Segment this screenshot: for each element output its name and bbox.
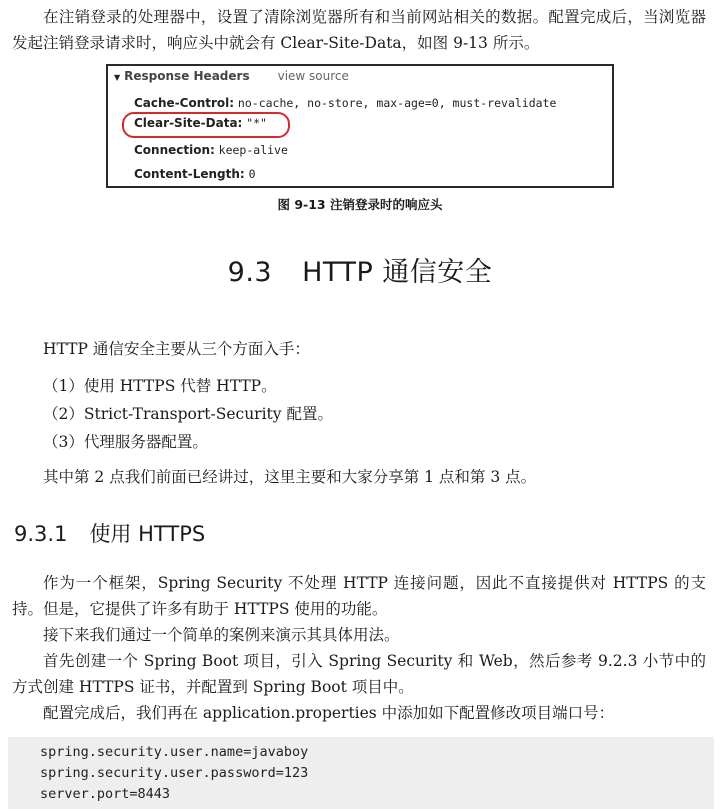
code-line: spring.security.user.password=123 (40, 765, 309, 781)
header-row-cache-control: Cache-Control: no-cache, no-store, max-age=0, must-revalidate (134, 96, 557, 110)
summary-paragraph: 其中第 2 点我们前面已经讲过，这里主要和大家分享第 1 点和第 3 点。 (43, 468, 537, 486)
body-paragraph: 配置完成后，我们再在 application.properties 中添加如下配置修改项目端口号： (43, 704, 615, 722)
list-item: （1）使用 HTTPS 代替 HTTP。 (43, 377, 277, 395)
body-paragraph: 接下来我们通过一个简单的案例来演示其具体用法。 (43, 626, 400, 644)
view-source-link: view source (277, 69, 349, 83)
subsection-body (0, 570, 720, 726)
section-title (0, 250, 720, 289)
code-line: spring.security.user.name=javaboy (40, 744, 309, 760)
subsection-title (14, 518, 205, 548)
section-number: 9.3 (227, 257, 273, 288)
response-headers-figure (106, 64, 614, 188)
list-item: （3）代理服务器配置。 (43, 433, 208, 451)
section-intro: HTTP 通信安全主要从三个方面入手： (43, 340, 310, 358)
subsection-title-text: 使用 HTTPS (89, 522, 206, 546)
section-body (0, 336, 720, 490)
intro-paragraph: 在注销登录的处理器中，设置了清除浏览器所有和当前网站相关的数据。配置完成后，当浏览器发起注销登录请求时，响应头中就会有 Clear-Site-Data，如图 9-13 所示。 (12, 8, 706, 52)
header-row-content-length: Content-Length: 0 (134, 167, 256, 181)
collapse-triangle-icon: ▼ (114, 73, 121, 82)
list-item: （2）Strict-Transport-Security 配置。 (43, 405, 333, 423)
body-paragraph: 首先创建一个 Spring Boot 项目，引入 Spring Security 和 Web，然后参考 9.2.3 小节中的方式创建 HTTPS 证书，并配置到 Spring Boot 项目中。 (12, 652, 706, 696)
section-label: ▼ Response Headers (114, 69, 250, 83)
body-paragraph: 作为一个框架，Spring Security 不处理 HTTP 连接问题，因此不直接提供对 HTTPS 的支持。但是，它提供了许多有助于 HTTPS 使用的功能。 (12, 574, 706, 618)
code-block (8, 737, 714, 809)
code-line: server.port=8443 (40, 786, 171, 802)
header-row-connection: Connection: keep-alive (134, 143, 288, 157)
figure-caption: 图 9-13 注销登录时的响应头 (277, 197, 443, 212)
response-headers-header (114, 69, 349, 83)
section-title-text: HTTP 通信安全 (302, 257, 493, 288)
subsection-number: 9.3.1 (14, 522, 68, 546)
header-row-clear-site-data: Clear-Site-Data: "*" (134, 116, 267, 130)
